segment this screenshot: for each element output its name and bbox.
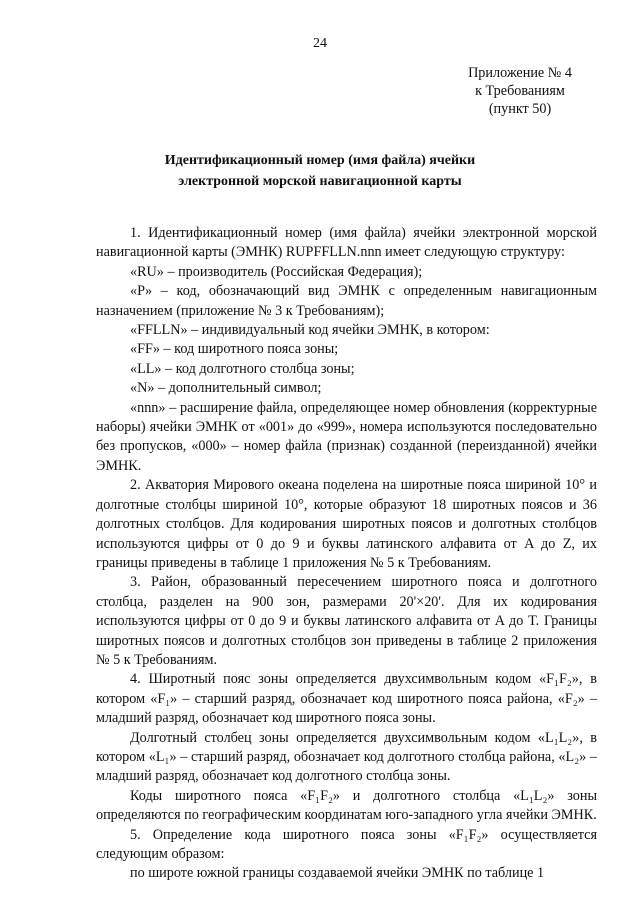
paragraph-9: 2. Акватория Мирового океана поделена на широтные пояса шириной 10° и долготные столбцы шириной 10°, которые образуют 18 широтных поясов и 36 долготных столбцов. Для кодирования широтных поясов и долготных столбцов используются цифры от 0 до 9 и буквы латинского алфавита от A до Z, их границы приведены в таблице 1 приложения № 5 к Требованиям. xyxy=(96,477,597,571)
appendix-clause: (пункт 50) xyxy=(488,101,552,117)
paragraph-5: «FF» – код широтного пояса зоны; xyxy=(130,341,339,358)
document-title xyxy=(90,150,550,192)
appendix-requirements: к Требованиям xyxy=(475,83,565,99)
paragraph-10: 3. Район, образованный пересечением широтного пояса и долготного столбца, разделен на 900 зон, размерами 20'×20'. Для их кодирования используются цифры от 0 до 9 и буквы латинского алфавита от A до T. Границы широтных поясов и долготных столбцов зон приведены в таблице 2 приложения № 5 к Требованиям. xyxy=(96,574,597,668)
appendix-number: Приложение № 4 xyxy=(468,65,572,81)
page-number: 24 xyxy=(313,36,327,51)
title-line-1: Идентификационный номер (имя файла) ячейки xyxy=(164,153,476,168)
paragraph-7: «N» – дополнительный символ; xyxy=(130,380,322,397)
paragraph-12: Долготный столбец зоны определяется двухсимвольным кодом «L₁L₂», в котором «L₁» – старший разряд, обозначает код долготного столбца района, «L₂» – младший разряд, обозначает код долготного столбца зоны. xyxy=(96,729,597,785)
paragraph-15: по широте южной границы создаваемой ячейки ЭМНК по таблице 1 xyxy=(130,865,545,882)
paragraph-2: «RU» – производитель (Российская Федерация); xyxy=(130,263,423,280)
paragraph-8: «nnn» – расширение файла, определяющее номер обновления (корректурные наборы) ячейки ЭМНК от «001» до «999», номера используются последовательно без пропусков, «000» – номер файла (признак) созданной (переизданной) ячейки ЭМНК. xyxy=(96,399,597,474)
document-body xyxy=(96,224,597,884)
title-line-2: электронной морской навигационной карты xyxy=(178,174,462,189)
paragraph-6: «LL» – код долготного столбца зоны; xyxy=(130,360,355,377)
paragraph-11: 4. Широтный пояс зоны определяется двухсимвольным кодом «F₁F₂», в котором «F₁» – старший разряд, обозначает код широтного пояса района, «F₂» – младший разряд, обозначает код широтного пояса зоны. xyxy=(96,671,597,727)
paragraph-14: 5. Определение кода широтного пояса зоны «F₁F₂» осуществляется следующим образом: xyxy=(96,826,597,862)
appendix-reference xyxy=(430,64,610,118)
paragraph-3: «P» – код, обозначающий вид ЭМНК с определенным навигационным назначением (приложение № 3 к Требованиям); xyxy=(96,283,597,319)
paragraph-1: 1. Идентификационный номер (имя файла) ячейки электронной морской навигационной карты (ЭМНК) RUPFFLLN.nnn имеет следующую структуру: xyxy=(96,225,597,261)
paragraph-4: «FFLLN» – индивидуальный код ячейки ЭМНК, в котором: xyxy=(130,322,490,339)
paragraph-13: Коды широтного пояса «F₁F₂» и долготного столбца «L₁L₂» зоны определяются по географическим координатам юго-западного угла ячейки ЭМНК. xyxy=(96,787,597,824)
